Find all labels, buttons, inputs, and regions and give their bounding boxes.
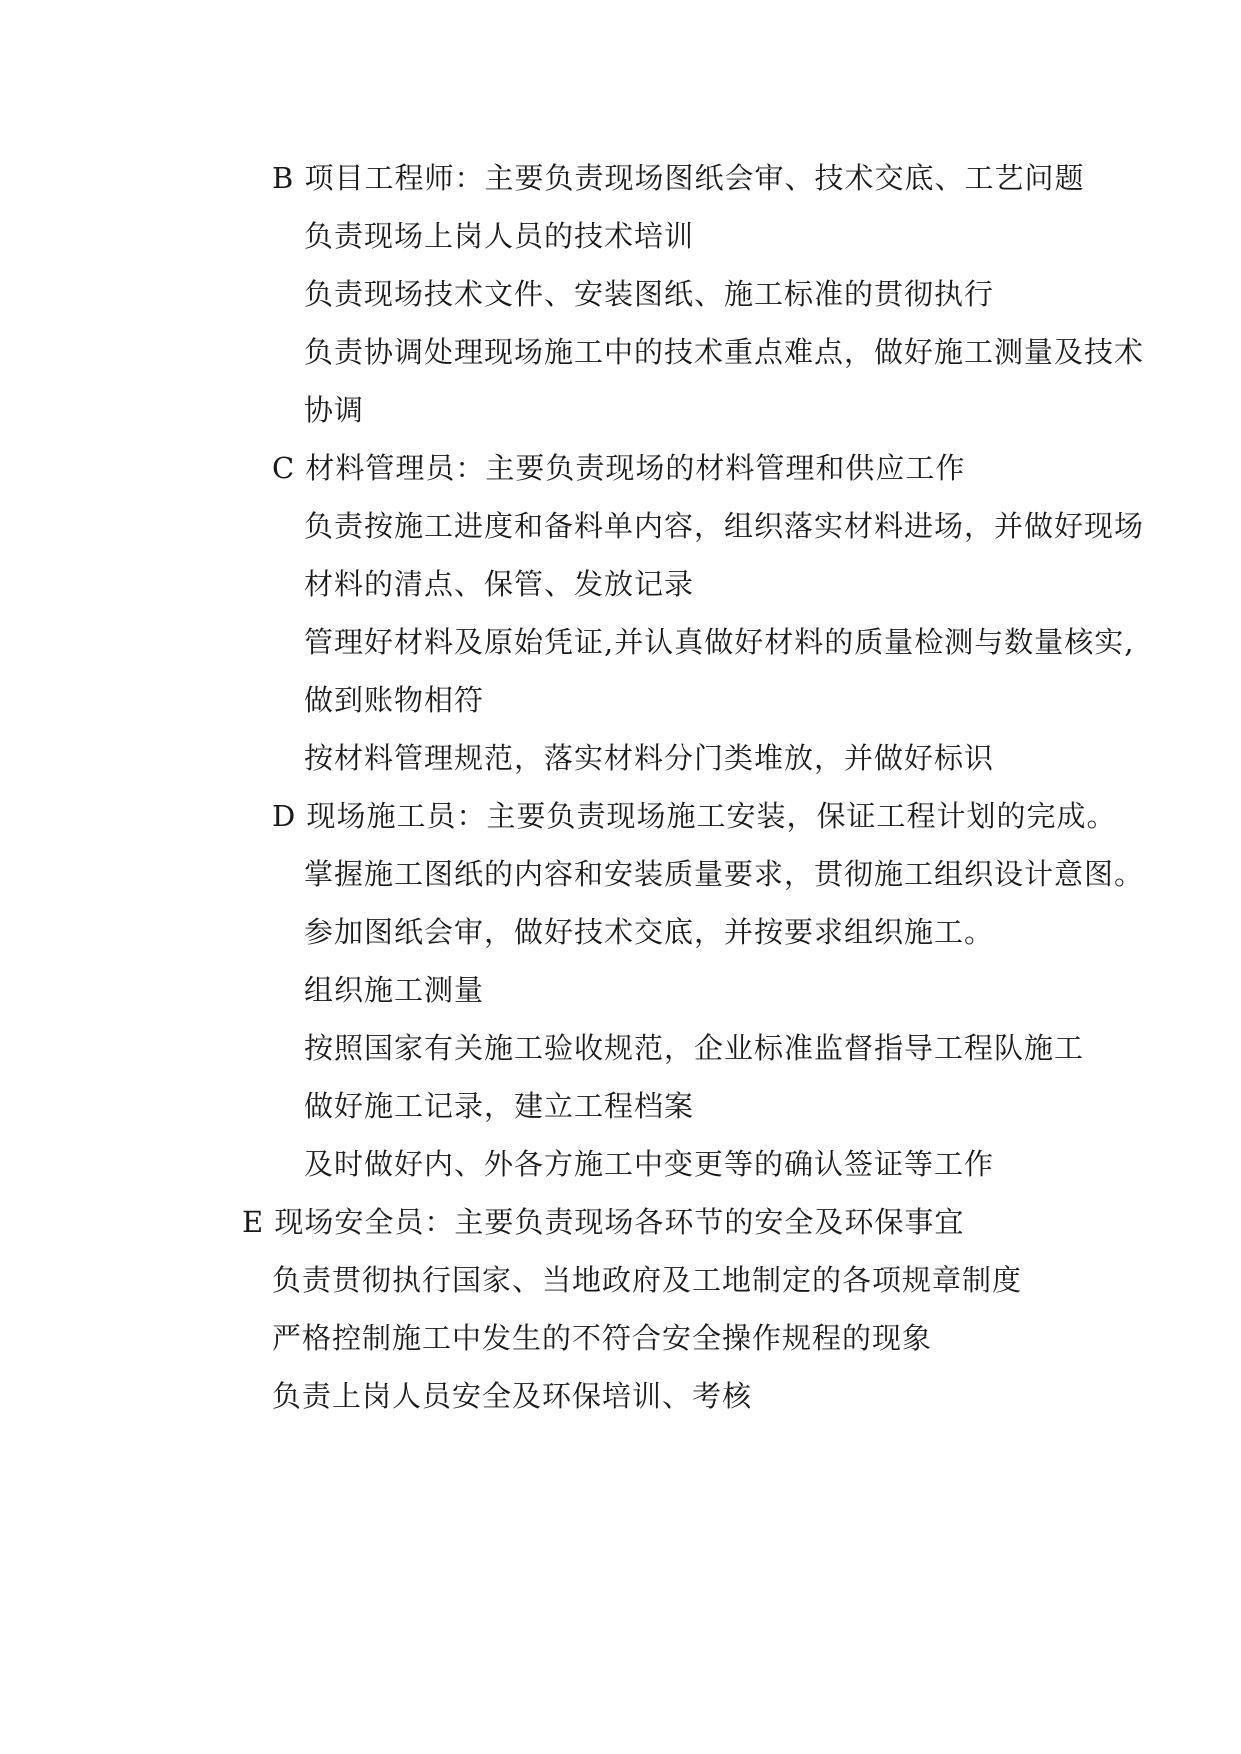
list-item: 组织施工测量 — [304, 973, 485, 1007]
section-heading-d: D 现场施工员：主要负责现场施工安装，保证工程计划的完成。 — [272, 799, 1117, 833]
list-item: 按材料管理规范，落实材料分门类堆放，并做好标识 — [304, 741, 995, 775]
list-item: 严格控制施工中发生的不符合安全操作规程的现象 — [272, 1321, 933, 1355]
list-item: 及时做好内、外各方施工中变更等的确认签证等工作 — [304, 1147, 995, 1181]
section-heading-e: E 现场安全员：主要负责现场各环节的安全及环保事宜 — [242, 1205, 965, 1239]
list-item: 负责上岗人员安全及环保培训、考核 — [272, 1379, 753, 1413]
list-item: 负责现场上岗人员的技术培训 — [304, 219, 695, 253]
list-item: 按照国家有关施工验收规范，企业标准监督指导工程队施工 — [304, 1031, 1085, 1065]
list-item: 管理好材料及原始凭证,并认真做好材料的质量检测与数量核实, — [304, 625, 1135, 659]
list-item: 做好施工记录，建立工程档案 — [304, 1089, 695, 1123]
list-item: 负责现场技术文件、安装图纸、施工标准的贯彻执行 — [304, 277, 995, 311]
list-item-continuation: 协调 — [304, 393, 365, 427]
list-item: 负责贯彻执行国家、当地政府及工地制定的各项规章制度 — [272, 1263, 1023, 1297]
list-item: 掌握施工图纸的内容和安装质量要求，贯彻施工组织设计意图。 — [304, 857, 1145, 891]
section-heading-c: C 材料管理员：主要负责现场的材料管理和供应工作 — [272, 451, 966, 485]
list-item-continuation: 材料的清点、保管、发放记录 — [304, 567, 695, 601]
section-heading-b: B 项目工程师：主要负责现场图纸会审、技术交底、工艺问题 — [272, 161, 1085, 195]
list-item-continuation: 做到账物相符 — [304, 683, 485, 717]
list-item: 参加图纸会审，做好技术交底，并按要求组织施工。 — [304, 915, 995, 949]
list-item: 负责协调处理现场施工中的技术重点难点，做好施工测量及技术 — [304, 335, 1145, 369]
list-item: 负责按施工进度和备料单内容，组织落实材料进场，并做好现场 — [304, 509, 1145, 543]
